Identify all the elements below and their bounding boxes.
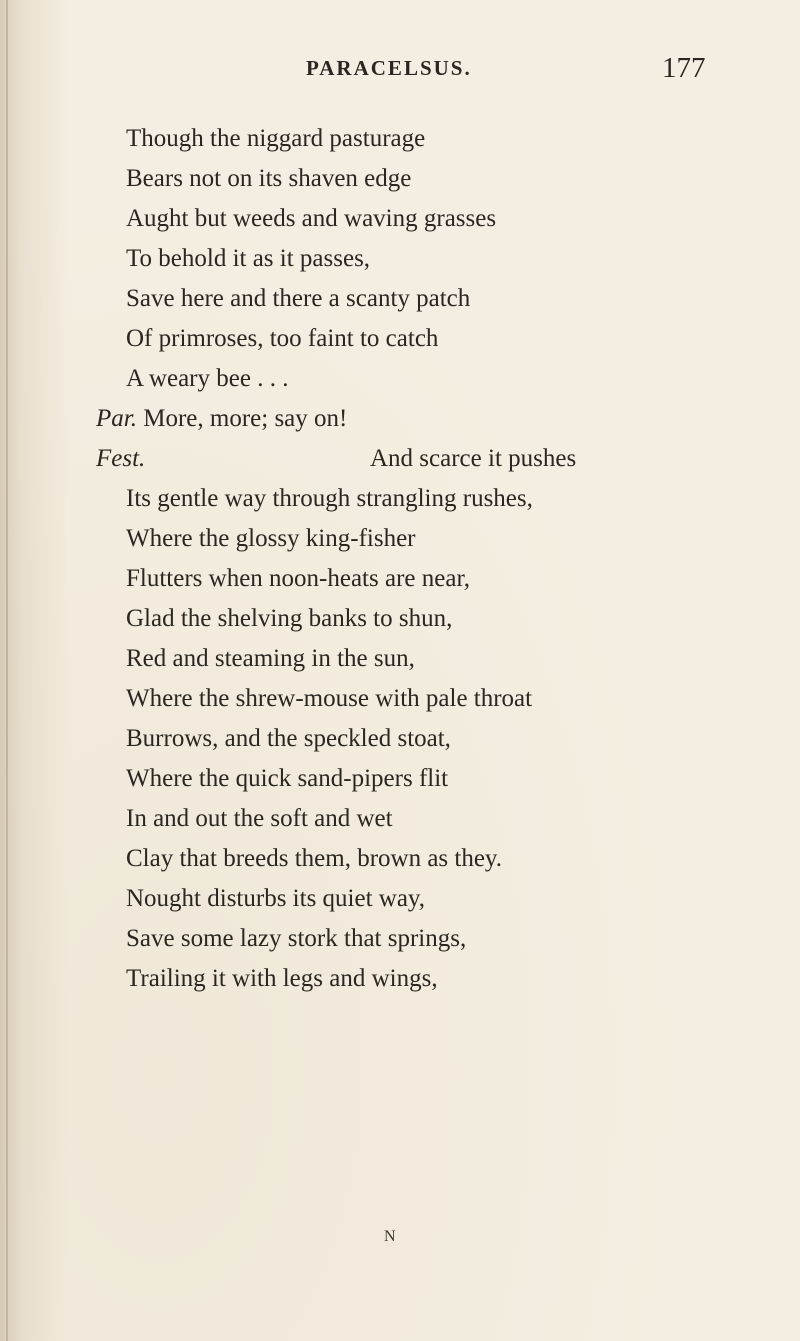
verse-line [126, 844, 502, 874]
verse-line [126, 804, 393, 834]
verse-line [126, 684, 532, 714]
verse-line-with-speaker [96, 444, 145, 474]
verse-line [126, 924, 466, 954]
verse-line [126, 484, 533, 514]
verse-line-text: Of primroses, too faint to catch [126, 325, 439, 352]
page-header [0, 52, 800, 92]
verse-line-text: Where the quick sand-pipers flit [126, 765, 449, 792]
verse-line-text: More, more; say on! [143, 405, 348, 432]
verse-line-text: Though the niggard pasturage [126, 125, 426, 152]
page-gutter [6, 0, 8, 1341]
verse-line-text: Trailing it with legs and wings, [126, 965, 438, 992]
verse-line-text: In and out the soft and wet [126, 805, 393, 832]
verse-line [126, 884, 425, 914]
verse-line [126, 244, 370, 274]
verse-line-text: Burrows, and the speckled stoat, [126, 725, 451, 752]
verse-line [126, 284, 470, 314]
speaker-label: Par. [96, 405, 137, 432]
verse-line-text: Clay that breeds them, brown as they. [126, 845, 503, 872]
verse-line-text: Where the shrew-mouse with pale throat [126, 685, 533, 712]
verse-line-text: Flutters when noon-heats are near, [126, 565, 471, 592]
verse-line [126, 644, 415, 674]
signature-mark: N [384, 1228, 397, 1245]
verse-line [126, 964, 438, 994]
verse-line [126, 764, 448, 794]
verse-line [126, 124, 425, 154]
verse-line-text: Nought disturbs its quiet way, [126, 885, 426, 912]
verse-line-text: Save here and there a scanty patch [126, 285, 471, 312]
page-number: 177 [662, 52, 706, 84]
verse-line-text: Red and steaming in the sun, [126, 645, 415, 672]
verse-line-text: And scarce it pushes [370, 445, 577, 472]
verse-line-text: A weary bee . . . [126, 365, 289, 392]
verse-line-text: Glad the shelving banks to shun, [126, 605, 453, 632]
verse-line-text: Aught but weeds and waving grasses [126, 205, 497, 232]
verse-line-text: Its gentle way through strangling rushes, [126, 485, 533, 512]
verse-line [126, 364, 288, 394]
verse-line-text: To behold it as it passes, [126, 245, 371, 272]
verse-line-text: Save some lazy stork that springs, [126, 925, 467, 952]
verse-line [126, 324, 438, 354]
verse-line [126, 724, 451, 754]
verse-line-text: Bears not on its shaven edge [126, 165, 412, 192]
verse-line [370, 444, 576, 474]
verse-line [126, 524, 416, 554]
speaker-label: Fest. [96, 445, 146, 472]
verse-line [126, 164, 411, 194]
verse-line [126, 204, 496, 234]
verse-line-with-speaker [96, 404, 347, 434]
verse-line-text: Where the glossy king-fisher [126, 525, 416, 552]
verse-line [126, 564, 470, 594]
verse-line [126, 604, 452, 634]
running-title: PARACELSUS. [306, 56, 472, 80]
